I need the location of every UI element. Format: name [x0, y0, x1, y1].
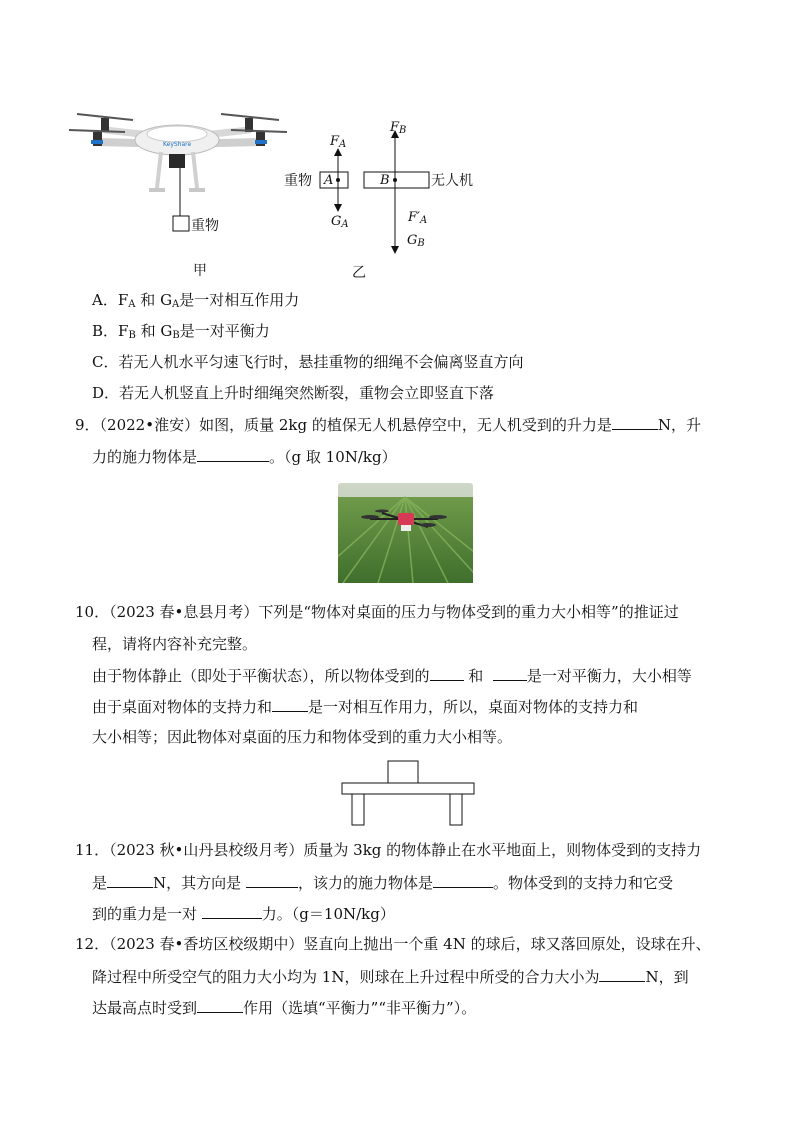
q10-line1: 10．（2023 春•息县月考）下列是“物体对桌面的压力与物体受到的重力大小相等”的推证过: [75, 603, 679, 621]
tabletop: [342, 783, 474, 794]
q10-line5: 大小相等；因此物体对桌面的压力和物体受到的重力大小相等。: [92, 728, 513, 746]
drone-brand-text: KeyShare: [163, 141, 192, 148]
q10-line3: 由于物体静止（即处于平衡状态），所以物体受到的 和 是一对平衡力，大小相等: [92, 667, 692, 685]
field-drone-photo: [338, 483, 473, 583]
q11-blank2[interactable]: [246, 872, 298, 888]
q12-blank1[interactable]: [599, 966, 645, 982]
weight-box: [173, 216, 189, 231]
q10-line4: 由于桌面对物体的支持力和 是一对相互作用力，所以，桌面对物体的支持力和: [92, 698, 639, 716]
q12-line1: 12．（2023 春•香坊区校级期中）竖直向上抛出一个重 4N 的球后，球又落回原处，设球在升、: [75, 935, 711, 953]
option-d: D．若无人机竖直上升时细绳突然断裂，重物会立即竖直下落: [92, 384, 495, 402]
q11-blank1[interactable]: [107, 872, 153, 888]
label-gb: $G_B$: [407, 233, 425, 249]
q10-blank1[interactable]: [430, 665, 464, 681]
label-ga: $G_A$: [331, 214, 349, 230]
object-block: [388, 761, 418, 783]
drone-figure: [65, 96, 290, 241]
label-fa: $F_A$: [330, 134, 347, 150]
figure-caption-yi: 乙: [352, 265, 366, 281]
q11-line2: 是 N，其方向是 ，该力的施力物体是 。物体受到的支持力和它受: [92, 874, 673, 892]
option-c: C．若无人机水平匀速飞行时，悬挂重物的细绳不会偏离竖直方向: [92, 353, 524, 371]
q11-line1: 11．（2023 秋•山丹县校级月考）质量为 3kg 的物体静止在水平地面上，则物体受到的支持力: [75, 841, 702, 859]
q12-line2: 降过程中所受空气的阻力大小均为 1N，则球在上升过程中所受的合力大小为 N，到: [92, 968, 689, 986]
right-drone-label: 无人机: [431, 173, 473, 189]
q9-blank2[interactable]: [197, 446, 269, 462]
q10-blank2[interactable]: [493, 665, 527, 681]
q10-line2: 程，请将内容补充完整。: [92, 635, 258, 653]
q12-blank2[interactable]: [197, 997, 243, 1013]
weight-label: 重物: [191, 218, 219, 234]
q9-line1: 9．（2022•淮安）如图，质量 2kg 的植保无人机悬停空中，无人机受到的升力是 N，升: [75, 416, 701, 434]
option-a: A．$F_A$ 和 $G_A$是一对相互作用力: [92, 291, 300, 310]
table-diagram: [340, 760, 476, 828]
table-leg-right: [450, 794, 462, 825]
label-fb: $F_B$: [390, 120, 407, 136]
box-a-label: A: [324, 173, 334, 188]
label-fprime-a: $F'_A$: [408, 210, 428, 226]
left-weight-label: 重物: [284, 173, 312, 189]
q11-line3: 到的重力是一对 力。（g＝10N/kg）: [92, 905, 395, 923]
q9-blank1[interactable]: [612, 414, 658, 430]
q10-blank3[interactable]: [272, 696, 308, 712]
table-leg-left: [352, 794, 364, 825]
q11-blank4[interactable]: [202, 903, 262, 919]
q12-line3: 达最高点时受到 作用（选填“平衡力”“非平衡力”）。: [92, 999, 477, 1017]
q9-line2: 力的施力物体是 。（g 取 10N/kg）: [92, 448, 397, 466]
option-b: B．$F_B$ 和 $G_B$是一对平衡力: [92, 322, 270, 341]
figure-caption-jia: 甲: [193, 263, 207, 279]
q11-blank3[interactable]: [433, 872, 493, 888]
box-b-label: B: [380, 173, 390, 188]
